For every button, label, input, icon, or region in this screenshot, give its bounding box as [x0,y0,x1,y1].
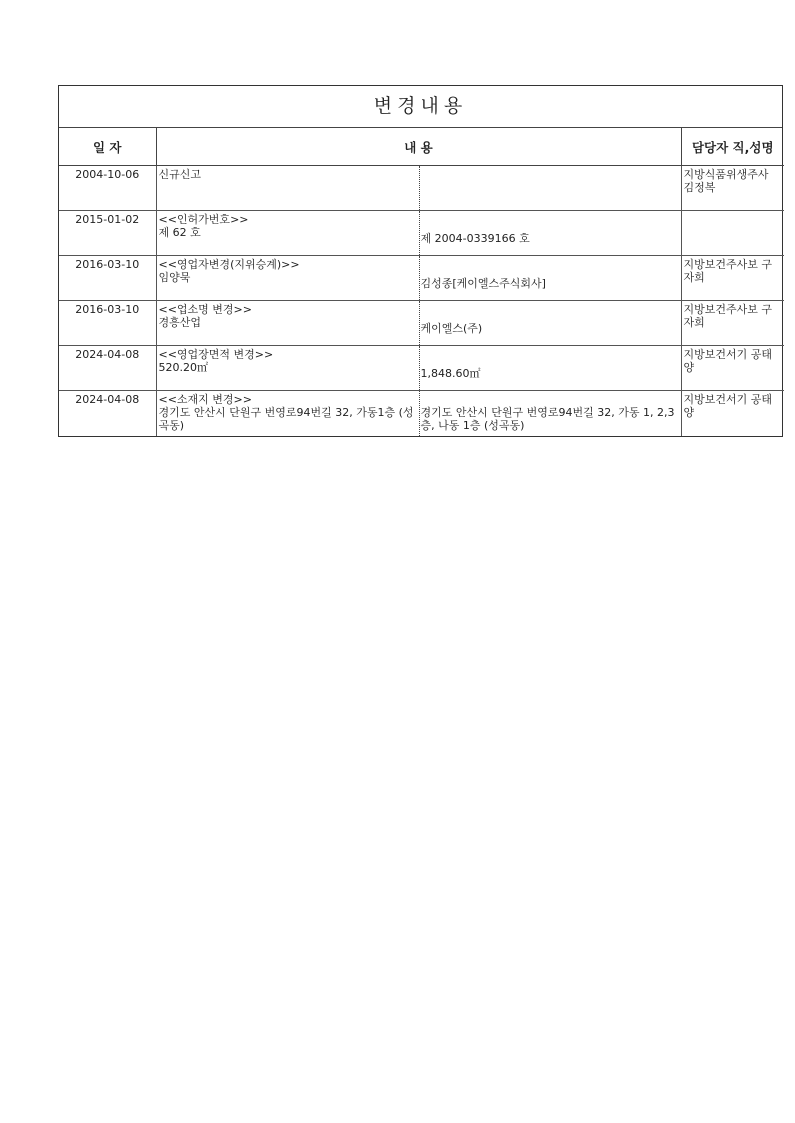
history-grid [59,128,784,436]
row-staff: 지방보건주사보 구자희 [681,301,784,346]
dotted-divider [419,166,420,210]
row-after: 김성종[케이엘스주식회사] [420,277,546,290]
header-row [59,128,784,166]
dotted-divider [419,301,420,345]
row-date: 2016-03-10 [59,301,156,346]
row-staff: 지방보건서기 공태양 [681,346,784,391]
row-item: <<영업자변경(지위승계)>> [158,258,300,271]
table-row [59,301,784,346]
row-before: 경흥산업 [158,316,202,329]
dotted-divider [419,211,420,255]
row-before: 제 62 호 [158,226,201,239]
header-date: 일 자 [59,128,156,166]
row-content [156,256,681,301]
table-row [59,256,784,301]
row-staff [681,211,784,256]
row-date: 2015-01-02 [59,211,156,256]
dotted-divider [419,256,420,300]
table-row [59,166,784,211]
row-item: 신규신고 [158,168,202,181]
row-item: <<영업장면적 변경>> [158,348,274,361]
row-after: 1,848.60㎡ [420,367,481,380]
header-content: 내 용 [156,128,681,166]
row-before: 520.20㎡ [158,361,208,374]
row-before: 경기도 안산시 단원구 번영로94번길 32, 가동1층 (성곡동) [158,406,414,432]
row-staff: 지방식품위생주사 김정복 [681,166,784,211]
row-after: 경기도 안산시 단원구 번영로94번길 32, 가동 1, 2,3층, 나동 1층 (성곡동) [420,406,675,432]
row-item: <<업소명 변경>> [158,303,252,316]
dotted-divider [419,346,420,390]
row-content [156,301,681,346]
row-content [156,166,681,211]
table-row [59,346,784,391]
row-content [156,346,681,391]
row-after: 제 2004-0339166 호 [420,232,530,245]
change-history-table [58,85,783,437]
header-staff: 담당자 직,성명 [681,128,784,166]
row-date: 2024-04-08 [59,346,156,391]
table-row [59,391,784,436]
row-item: <<인허가번호>> [158,213,249,226]
table-row [59,211,784,256]
row-item: <<소재지 변경>> [158,393,252,406]
row-staff: 지방보건서기 공태양 [681,391,784,436]
row-date: 2016-03-10 [59,256,156,301]
dotted-divider [419,391,420,436]
row-date: 2024-04-08 [59,391,156,436]
row-after: 케이엘스(주) [420,322,483,335]
row-content [156,391,681,436]
row-date: 2004-10-06 [59,166,156,211]
row-before: 임양묵 [158,271,191,284]
row-staff: 지방보건주사보 구자희 [681,256,784,301]
page-title: 변경내용 [59,86,782,128]
row-content [156,211,681,256]
